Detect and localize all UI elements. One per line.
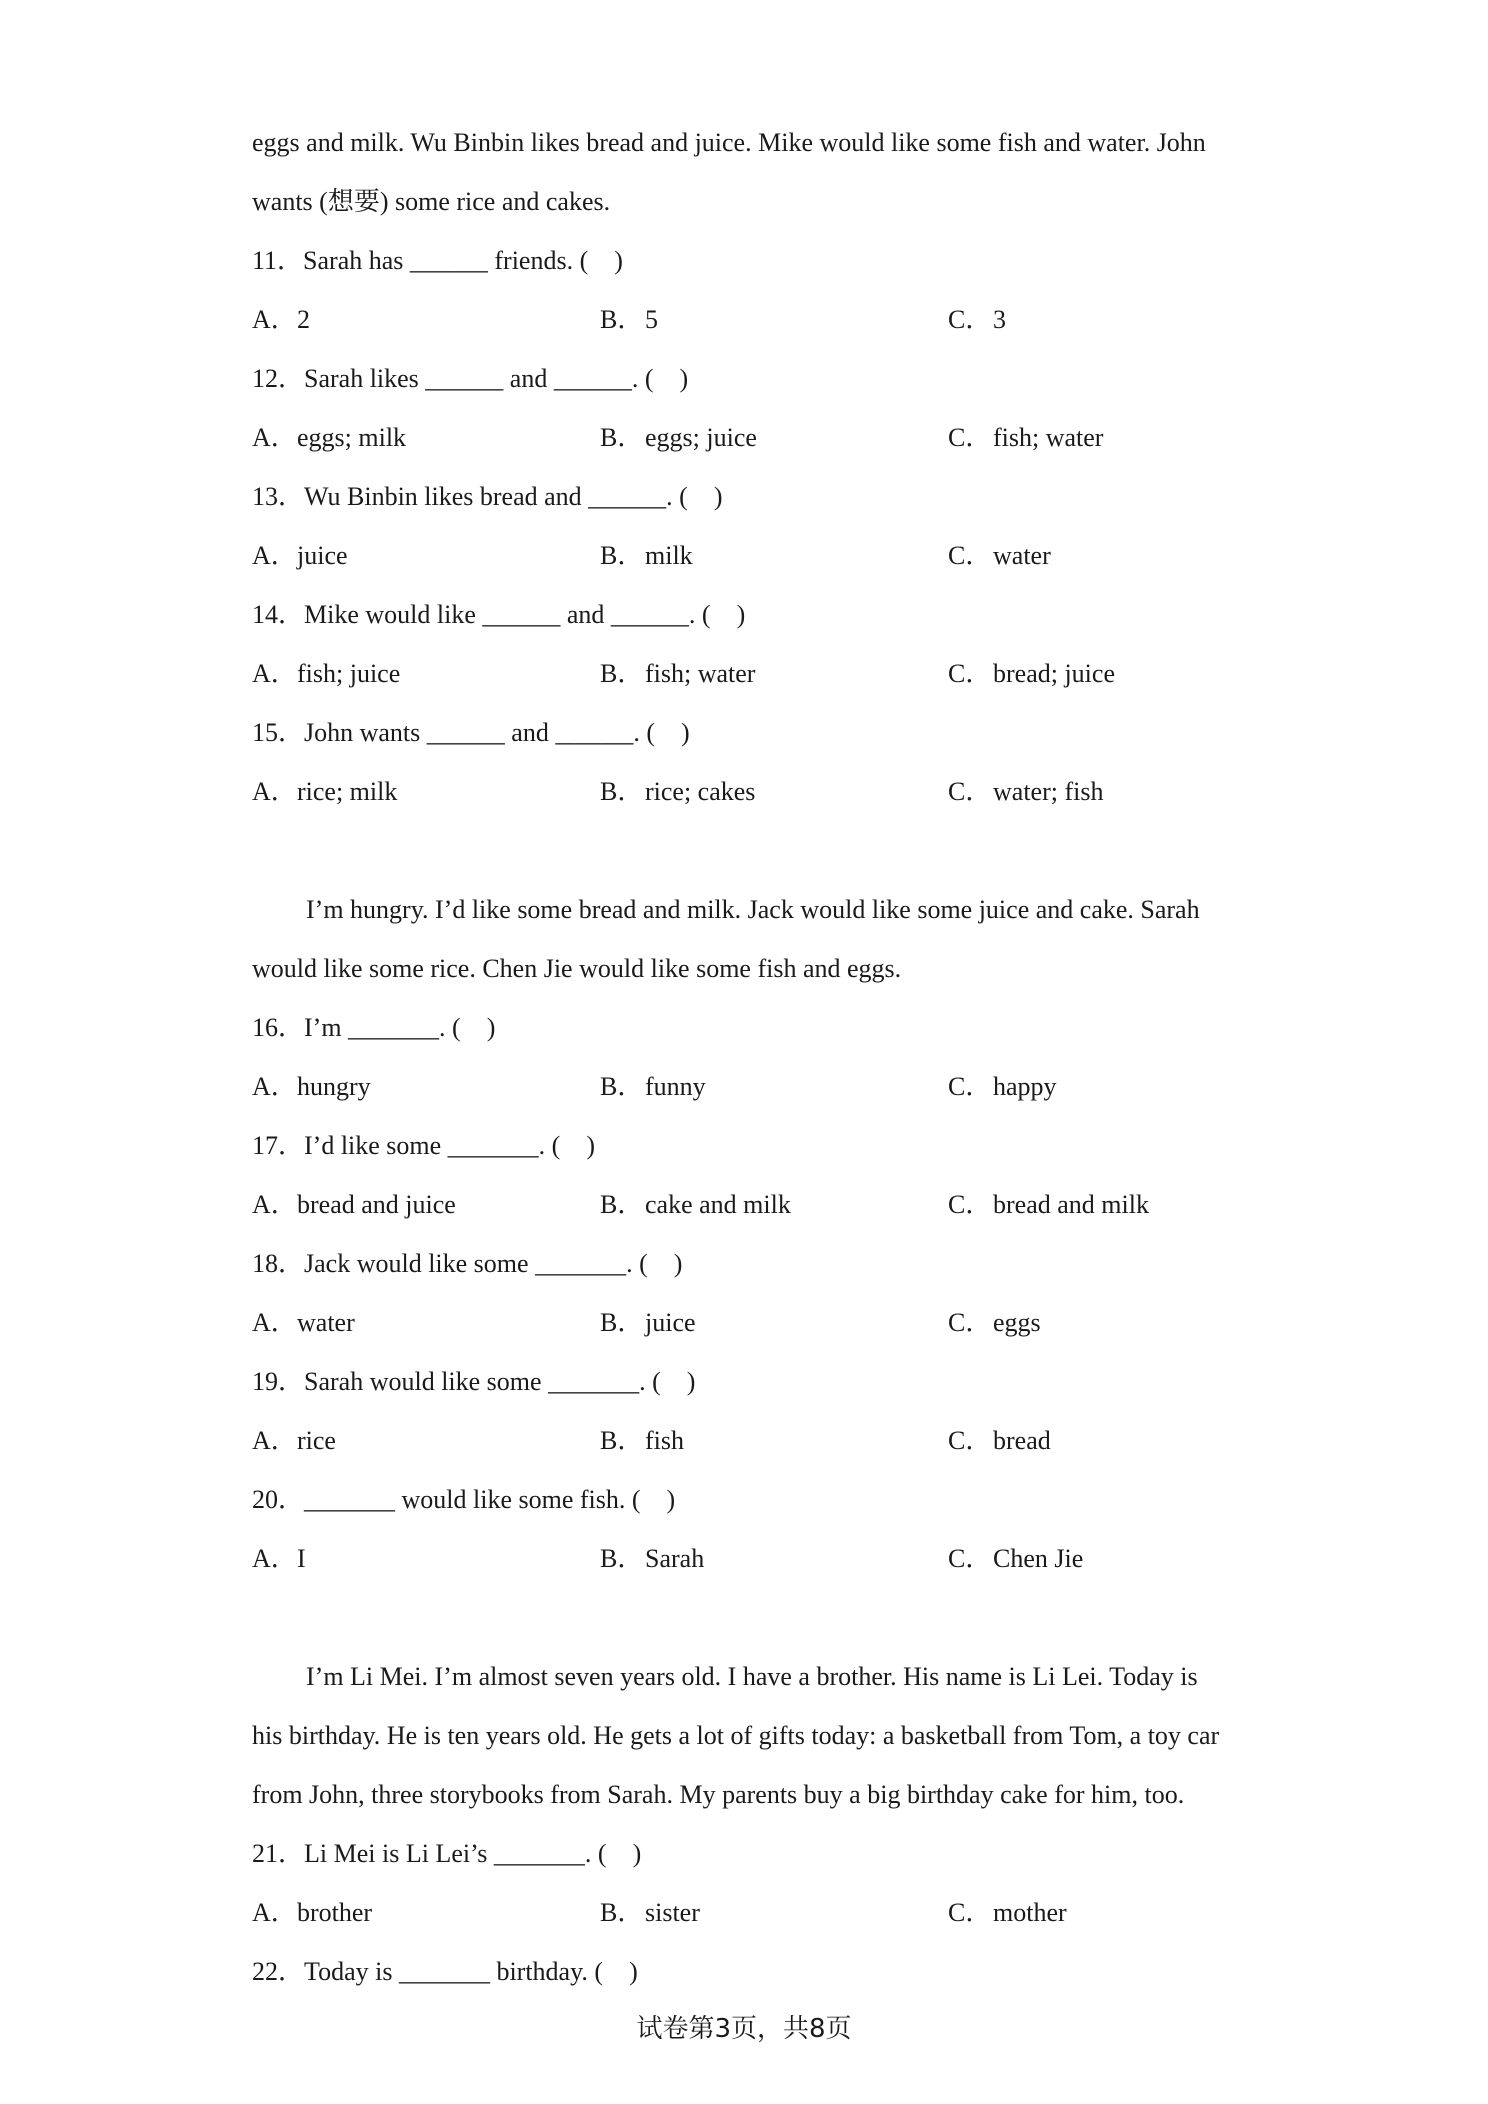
question-options xyxy=(252,1529,1252,1588)
question-stem: 20．_______ would like some fish. ( ) xyxy=(252,1485,676,1514)
option-c: C．water xyxy=(948,541,1051,570)
question-stem: 16．I’m _______. ( ) xyxy=(252,1013,496,1042)
passage-line: would like some rice. Chen Jie would like some fish and eggs. xyxy=(252,954,902,983)
question-options xyxy=(252,762,1252,821)
question-stem: 12．Sarah likes ______ and ______. ( ) xyxy=(252,364,689,393)
option-b: B．fish; water xyxy=(600,659,756,688)
option-a: A．rice xyxy=(252,1426,336,1455)
question-stem: 15．John wants ______ and ______. ( ) xyxy=(252,718,690,747)
option-a: A．eggs; milk xyxy=(252,423,407,452)
question-stem: 17．I’d like some _______. ( ) xyxy=(252,1131,596,1160)
option-b: B．juice xyxy=(600,1308,696,1337)
page-content xyxy=(252,113,1252,2001)
blank-spacer xyxy=(252,1588,1252,1647)
question-options xyxy=(252,526,1252,585)
passage-line: from John, three storybooks from Sarah. My parents buy a big birthday cake for him, too. xyxy=(252,1780,1185,1809)
question-stem: 11．Sarah has ______ friends. ( ) xyxy=(252,246,623,275)
option-c: C．eggs xyxy=(948,1308,1041,1337)
option-b: B．Sarah xyxy=(600,1544,705,1573)
question-stem: 18．Jack would like some _______. ( ) xyxy=(252,1249,683,1278)
option-c: C．bread xyxy=(948,1426,1051,1455)
option-b: B．funny xyxy=(600,1072,706,1101)
passage-line: I’m Li Mei. I’m almost seven years old. I have a brother. His name is Li Lei. Today is xyxy=(306,1662,1198,1691)
page-footer: 试卷第3页，共8页 xyxy=(636,2014,852,2044)
question-stem: 22．Today is _______ birthday. ( ) xyxy=(252,1957,638,1986)
option-a: A．fish; juice xyxy=(252,659,401,688)
question-options xyxy=(252,1293,1252,1352)
option-c: C．bread and milk xyxy=(948,1190,1149,1219)
passage-line: eggs and milk. Wu Binbin likes bread and juice. Mike would like some fish and water. John xyxy=(252,128,1206,157)
question-options xyxy=(252,290,1252,349)
passage-line: I’m hungry. I’d like some bread and milk. Jack would like some juice and cake. Sarah xyxy=(306,895,1200,924)
question-options xyxy=(252,1883,1252,1942)
question-options xyxy=(252,1057,1252,1116)
question-options xyxy=(252,1175,1252,1234)
question-options xyxy=(252,1411,1252,1470)
option-b: B．cake and milk xyxy=(600,1190,791,1219)
question-stem: 13．Wu Binbin likes bread and ______. ( ) xyxy=(252,482,723,511)
option-c: C．Chen Jie xyxy=(948,1544,1084,1573)
option-a: A．rice; milk xyxy=(252,777,398,806)
option-a: A．water xyxy=(252,1308,355,1337)
question-stem: 14．Mike would like ______ and ______. ( ) xyxy=(252,600,746,629)
option-b: B．eggs; juice xyxy=(600,423,757,452)
option-c: C．3 xyxy=(948,305,1006,334)
question-options xyxy=(252,644,1252,703)
option-a: A．bread and juice xyxy=(252,1190,456,1219)
option-b: B．5 xyxy=(600,305,658,334)
option-b: B．fish xyxy=(600,1426,684,1455)
option-c: C．bread; juice xyxy=(948,659,1115,688)
option-a: A．brother xyxy=(252,1898,373,1927)
option-b: B．sister xyxy=(600,1898,700,1927)
option-c: C．happy xyxy=(948,1072,1057,1101)
blank-spacer xyxy=(252,821,1252,880)
option-a: A．juice xyxy=(252,541,348,570)
option-c: C．water; fish xyxy=(948,777,1104,806)
option-c: C．mother xyxy=(948,1898,1067,1927)
question-options xyxy=(252,408,1252,467)
passage-line: wants (想要) some rice and cakes. xyxy=(252,187,611,216)
option-a: A．2 xyxy=(252,305,310,334)
option-c: C．fish; water xyxy=(948,423,1104,452)
passage-line: his birthday. He is ten years old. He gets a lot of gifts today: a basketball from Tom, a toy car xyxy=(252,1721,1220,1750)
option-a: A．I xyxy=(252,1544,306,1573)
question-stem: 21．Li Mei is Li Lei’s _______. ( ) xyxy=(252,1839,642,1868)
option-b: B．rice; cakes xyxy=(600,777,756,806)
option-b: B．milk xyxy=(600,541,693,570)
option-a: A．hungry xyxy=(252,1072,371,1101)
question-stem: 19．Sarah would like some _______. ( ) xyxy=(252,1367,696,1396)
